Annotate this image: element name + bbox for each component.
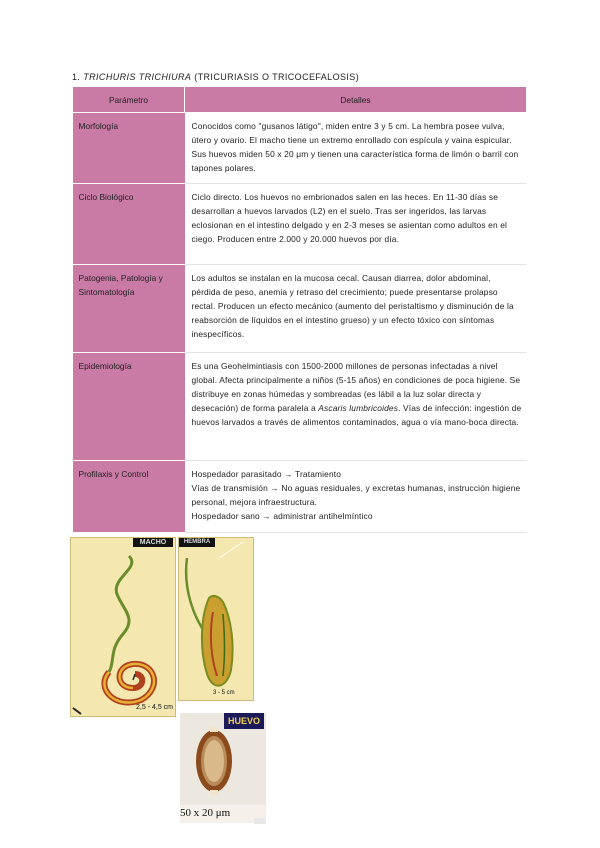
female-size-label: 3 - 5 cm <box>213 690 235 696</box>
male-worm-illustration <box>71 538 175 716</box>
male-size-label: 2,5 - 4,5 cm <box>136 704 173 711</box>
header-details: Detalles <box>185 87 527 113</box>
row-details: Hospedador parasitado → Tratamiento Vías de transmisión → No aguas residuales, y excretas humanas, instrucción higiene personal, mejora infraestructura. Hospedador sano → administrar antihelmíntico <box>185 461 527 533</box>
small-marker <box>254 818 266 824</box>
egg-size-label: 50 x 20 μm <box>180 807 231 819</box>
row-details: Es una Geohelmintiasis con 1500-2000 millones de personas infectadas a nivel global. Afecta principalmente a niños (5-15 años) en condiciones de poca higiene. Se distribuye en zonas húmedas y sombreadas (es lábil a la luz solar directa y desecación) de forma paralela a Ascaris lumbricoides. Vías de infección: ingestión de huevos larvados a través de alimentos contaminados, agua o vía mano-boca directa. <box>185 353 527 461</box>
table-row <box>73 461 527 533</box>
female-worm-image <box>178 537 254 701</box>
table-row <box>73 265 527 353</box>
egg-image <box>180 713 266 823</box>
row-details: Ciclo directo. Los huevos no embrionados salen en las heces. En 11-30 días se desarrollan a huevos larvados (L2) en el suelo. Tras ser ingeridos, las larvas eclosionan en el intestino delgado y en 2-3 meses se asientan como adultos en el ciego. Producen entre 2.000 y 20.000 huevos por día. <box>185 184 527 265</box>
row-param: Epidemiología <box>73 353 185 461</box>
row-param: Profilaxis y Control <box>73 461 185 533</box>
table-row <box>73 113 527 184</box>
section-title: 1. TRICHURIS TRICHIURA (TRICURIASIS O TRICOCEFALOSIS) <box>72 72 360 82</box>
row-param: Patogenia, Patología y Sintomatología <box>73 265 185 353</box>
female-label: HEMBRA <box>179 538 215 547</box>
male-worm-image <box>70 537 176 717</box>
row-details: Los adultos se instalan en la mucosa cecal. Causan diarrea, dolor abdominal, pérdida de peso, anemia y retraso del crecimiento; puede presentarse prolapso rectal. Producen un efecto mecánico (aumento del peristaltismo y disminución de la reabsorción de líquidos en el intestino grueso) y un efecto tóxico con síntomas inespecíficos. <box>185 265 527 353</box>
male-label: MACHO <box>133 538 173 547</box>
species-ref: Ascaris lumbricoides <box>318 403 399 413</box>
female-worm-illustration <box>179 538 253 700</box>
species-name: TRICHURIS TRICHIURA <box>83 72 192 82</box>
row-param: Ciclo Biológico <box>73 184 185 265</box>
parasite-table <box>72 86 527 533</box>
header-parameter: Parámetro <box>73 87 185 113</box>
row-param: Morfología <box>73 113 185 184</box>
table-header-row <box>73 87 527 113</box>
table-row <box>73 353 527 461</box>
egg-label: HUEVO <box>224 713 264 729</box>
table-row <box>73 184 527 265</box>
row-details: Conocidos como "gusanos látigo", miden entre 3 y 5 cm. La hembra posee vulva, útero y ovario. El macho tiene un extremo enrollado con espícula y vaina espicular. Sus huevos miden 50 x 20 μm y tienen una característica forma de limón o barril con tapones polares. <box>185 113 527 184</box>
